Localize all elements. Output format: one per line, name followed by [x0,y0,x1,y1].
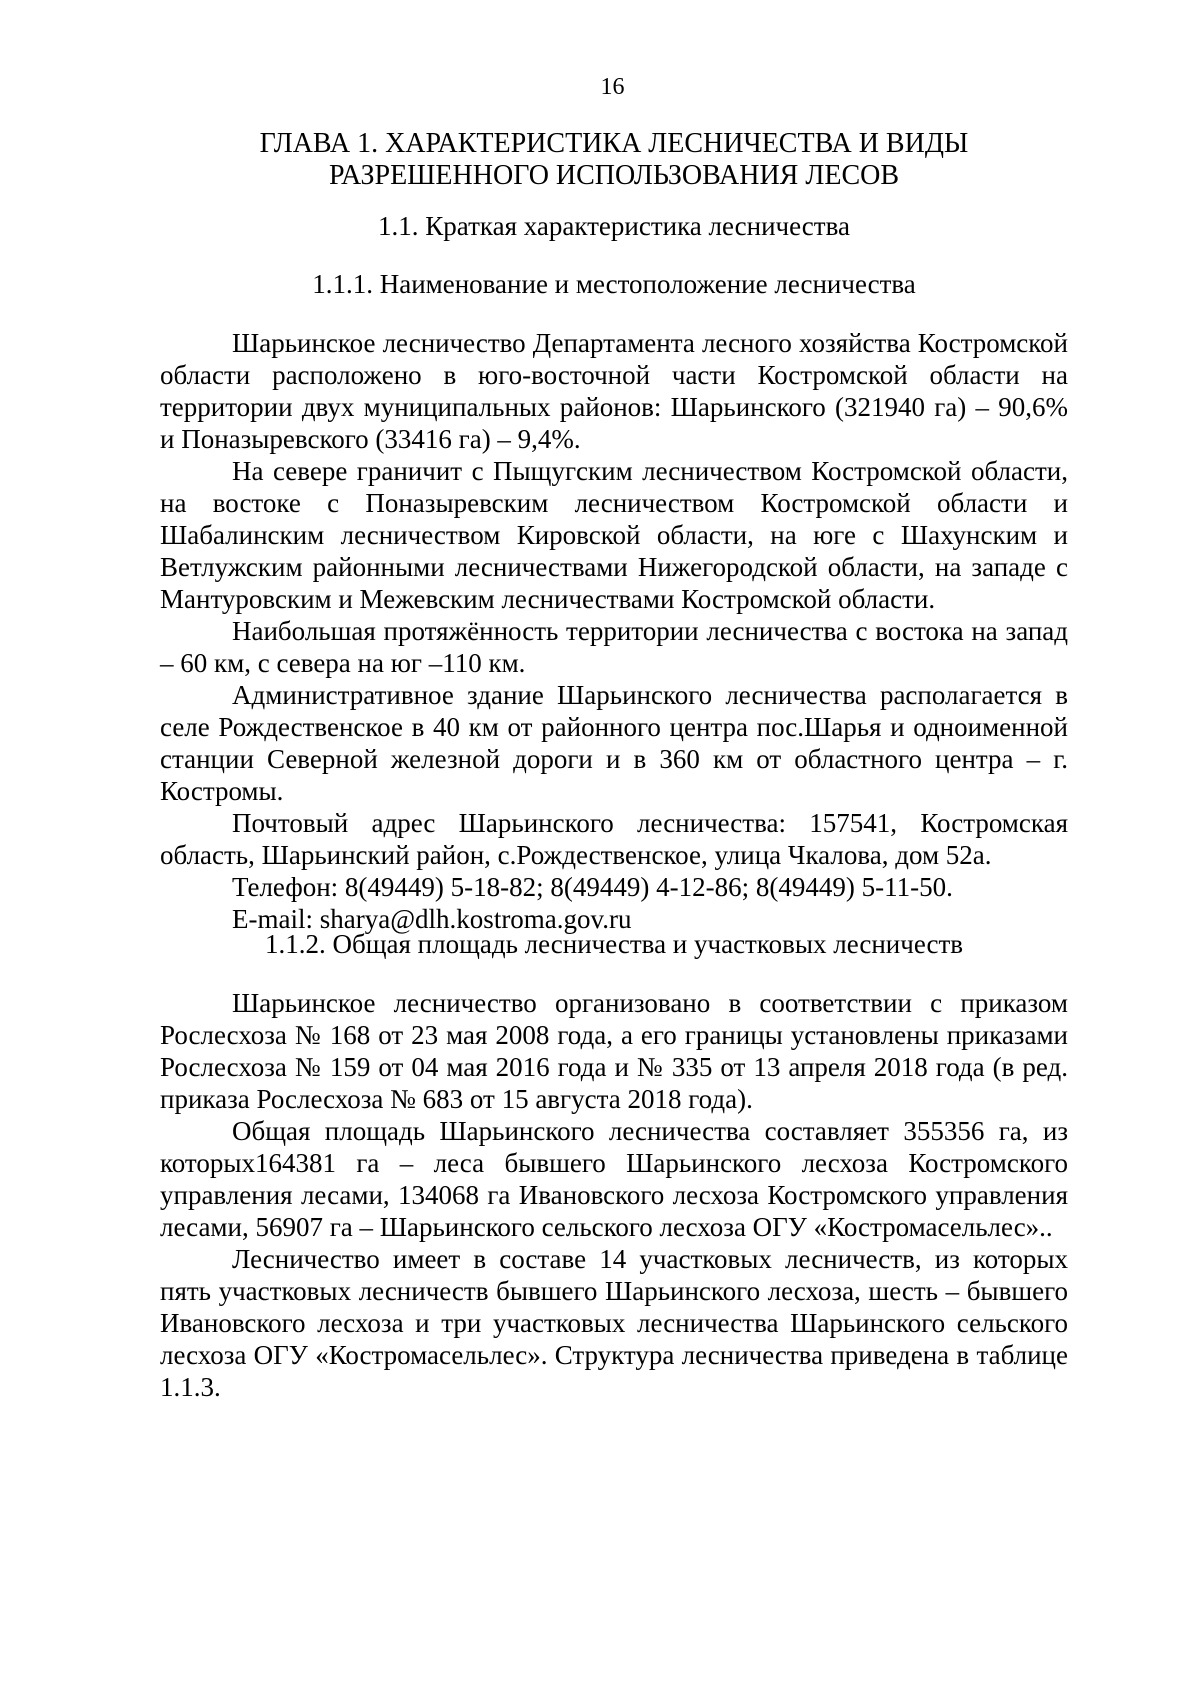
phone-line: Телефон: 8(49449) 5-18-82; 8(49449) 4-12-86; 8(49449) 5-11-50. [232,872,953,902]
page-number: 16 [600,74,625,100]
chapter-title-line-1: ГЛАВА 1. ХАРАКТЕРИСТИКА ЛЕСНИЧЕСТВА И ВИДЫ [259,128,969,159]
section-title-1-1-1: 1.1.1. Наименование и местоположение лесничества [312,269,916,299]
paragraph: Общая площадь Шарьинского лесничества составляет 355356 га, из которых164381 га – леса бывшего Шарьинского лесхоза Костромского управления лесами, 134068 га Ивановского лесхоза Костромского управления лесами, 56907 га – Шарьинского сельского лесхоза ОГУ «Костромасельлес».. [160,1116,1068,1242]
paragraph: Административное здание Шарьинского лесничества располагается в селе Рождественское в 40 км от районного центра пос.Шарья и одноименной станции Северной железной дороги и в 360 км от областного центра – г. Костромы. [160,680,1068,806]
paragraph: На севере граничит с Пыщугским лесничеством Костромской области, на востоке с Поназыревским лесничеством Костромской области и Шабалинским лесничеством Кировской области, на юге с Шахунским и Ветлужским районными лесничествами Нижегородской области, на западе с Мантуровским и Межевским лесничествами Костромской области. [160,456,1068,614]
email-line: E-mail: sharya@dlh.kostroma.gov.ru [232,904,632,934]
section-1-1-1-body [160,327,1068,935]
section-1-1-2-body [160,987,1068,1403]
chapter-title [160,128,1068,192]
paragraph: Лесничество имеет в составе 14 участковых лесничеств, из которых пять участковых лесничеств бывшего Шарьинского лесхоза, шесть – бывшего Ивановского лесхоза и три участковых лесничества Шарьинского сельского лесхоза ОГУ «Костромасельлес». Структура лесничества приведена в таблице 1.1.3. [160,1244,1068,1402]
section-title-1-1: 1.1. Краткая характеристика лесничества [378,211,850,241]
paragraph: Наибольшая протяжённость территории лесничества с востока на запад – 60 км, с севера на юг –110 км. [160,616,1068,678]
paragraph: Шарьинское лесничество организовано в соответствии с приказом Рослесхоза № 168 от 23 мая 2008 года, а его границы установлены приказами Рослесхоза № 159 от 04 мая 2016 года и № 335 от 13 апреля 2018 года (в ред. приказа Рослесхоза № 683 от 15 августа 2018 года). [160,988,1068,1114]
paragraph: Шарьинское лесничество Департамента лесного хозяйства Костромской области расположено в юго-восточной части Костромской области на территории двух муниципальных районов: Шарьинского (321940 га) – 90,6% и Поназыревского (33416 га) – 9,4%. [160,328,1068,454]
paragraph: Почтовый адрес Шарьинского лесничества: 157541, Костромская область, Шарьинский район, с.Рождественское, улица Чкалова, дом 52а. [160,808,1068,870]
section-title-1-1-2: 1.1.2. Общая площадь лесничества и участковых лесничеств [264,929,964,959]
chapter-title-line-2: РАЗРЕШЕННОГО ИСПОЛЬЗОВАНИЯ ЛЕСОВ [328,160,900,191]
